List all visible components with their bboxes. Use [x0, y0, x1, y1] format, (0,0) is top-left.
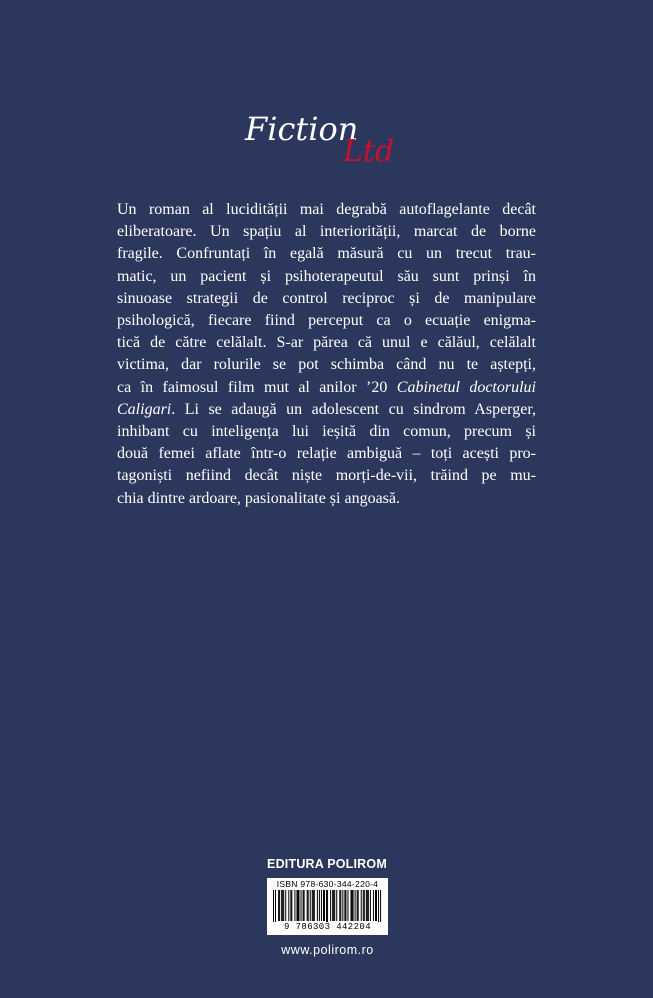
blurb-line: sinuoase strategii de control reciproc și de manipulare [117, 289, 536, 307]
barcode-bar [326, 890, 327, 924]
barcode-bar [291, 890, 292, 921]
barcode-bar [278, 890, 279, 921]
blurb-line: Caligari. Li se adaugă un adolescent cu sindrom Asperger, [117, 400, 536, 418]
blurb-line: fragile. Confruntați în egală măsură cu un trecut trau- [117, 245, 536, 263]
barcode-bar [294, 890, 295, 921]
barcode-bar [307, 890, 308, 921]
barcode-bar [297, 890, 298, 921]
barcode-bar [308, 890, 309, 921]
barcode-bar [336, 890, 337, 921]
barcode-bar [361, 890, 362, 921]
barcode-bar [282, 890, 283, 921]
barcode-bar [332, 890, 333, 921]
isbn-barcode [267, 878, 388, 935]
barcode-bar [367, 890, 368, 921]
barcode-bar [310, 890, 311, 921]
barcode-bar [317, 890, 318, 921]
barcode-bar [288, 890, 289, 921]
barcode-bar [303, 890, 304, 921]
logo-ltd: Ltd [343, 134, 395, 169]
blurb-line: tagoniști nefiind decât niște morți-de-vii, trăind pe mu- [117, 467, 536, 485]
publisher-name: EDITURA POLIROM [267, 857, 387, 871]
barcode-bar [319, 890, 320, 921]
blurb-line: matic, un pacient și psihoterapeutul său sunt prinși în [117, 267, 536, 285]
blurb-line: chia dintre ardoare, pasionalitate și angoasă. [117, 489, 400, 507]
barcode-bar [339, 890, 340, 921]
barcode-bar [376, 890, 377, 921]
barcode-bar [357, 890, 358, 921]
barcode-bar [380, 890, 381, 924]
film-title: Cabinetul doctorului [396, 378, 536, 396]
barcode-bar [364, 890, 365, 921]
barcode-bar [344, 890, 345, 921]
barcode-bar [347, 890, 348, 921]
barcode-bar [345, 890, 346, 921]
barcode-bar [323, 890, 324, 921]
barcode-bar [351, 890, 352, 921]
barcode-bar [340, 890, 341, 921]
barcode-bar [327, 890, 328, 924]
barcode-bar [375, 890, 376, 921]
barcode-bar [330, 890, 331, 921]
barcode-bar [313, 890, 314, 921]
barcode-bar [363, 890, 364, 921]
barcode-bar [273, 890, 274, 924]
barcode-bar [373, 890, 374, 921]
blurb-line: ca în faimosul film mut al anilor ’20 Cabinetul doctorului [117, 378, 536, 396]
barcode-bar [281, 890, 282, 921]
blurb-line: eliberatoare. Un spațiu al interiorității, marcat de borne [117, 223, 536, 241]
barcode-digits: 9 786303 442204 [267, 922, 388, 932]
barcode-bar [299, 890, 300, 921]
blurb-line: victima, dar rolurile se pot schimba când nu te aștepți, [117, 356, 536, 374]
barcode-bar [352, 890, 353, 921]
barcode-bar [301, 890, 302, 921]
barcode-bar [334, 890, 335, 921]
barcode-bar [321, 890, 322, 921]
barcode-bar [283, 890, 284, 921]
barcode-bar [290, 890, 291, 921]
barcode-bar [314, 890, 315, 921]
blurb-line: inhibant cu inteligența lui ieșită din comun, precum și [117, 423, 536, 441]
blurb-line: două femei aflate într-o relație ambiguă – toți acești pro- [117, 445, 536, 463]
barcode-bars [273, 890, 382, 924]
barcode-bar [279, 890, 280, 921]
barcode-bar [366, 890, 367, 921]
barcode-bar [378, 890, 379, 924]
barcode-bar [296, 890, 297, 921]
logo-fiction: Fiction [245, 110, 359, 148]
fiction-ltd-logo [245, 110, 415, 170]
barcode-bar [275, 890, 276, 924]
barcode-bar [370, 890, 371, 921]
barcode-bar [324, 890, 325, 921]
film-title: Caligari [117, 400, 172, 418]
isbn-number: ISBN 978-630-344-220-4 [276, 879, 379, 889]
barcode-bar [304, 890, 305, 921]
barcode-bar [312, 890, 313, 921]
blurb-line: tică de către celălalt. S-ar părea că unul e călăul, celălalt [117, 334, 536, 352]
barcode-bar [368, 890, 369, 921]
blurb-line: Un roman al lucidității mai degrabă autoflagelante decât [117, 201, 536, 218]
barcode-bar [333, 890, 334, 921]
barcode-bar [355, 890, 356, 921]
back-cover-blurb [117, 199, 536, 510]
barcode-bar [285, 890, 286, 921]
publisher-website: www.polirom.ro [281, 943, 374, 957]
barcode-bar [358, 890, 359, 921]
barcode-bar [342, 890, 343, 921]
blurb-line: psihologică, fiecare fiind perceput ca o ecuație enigma- [117, 312, 536, 330]
barcode-bar [353, 890, 354, 921]
